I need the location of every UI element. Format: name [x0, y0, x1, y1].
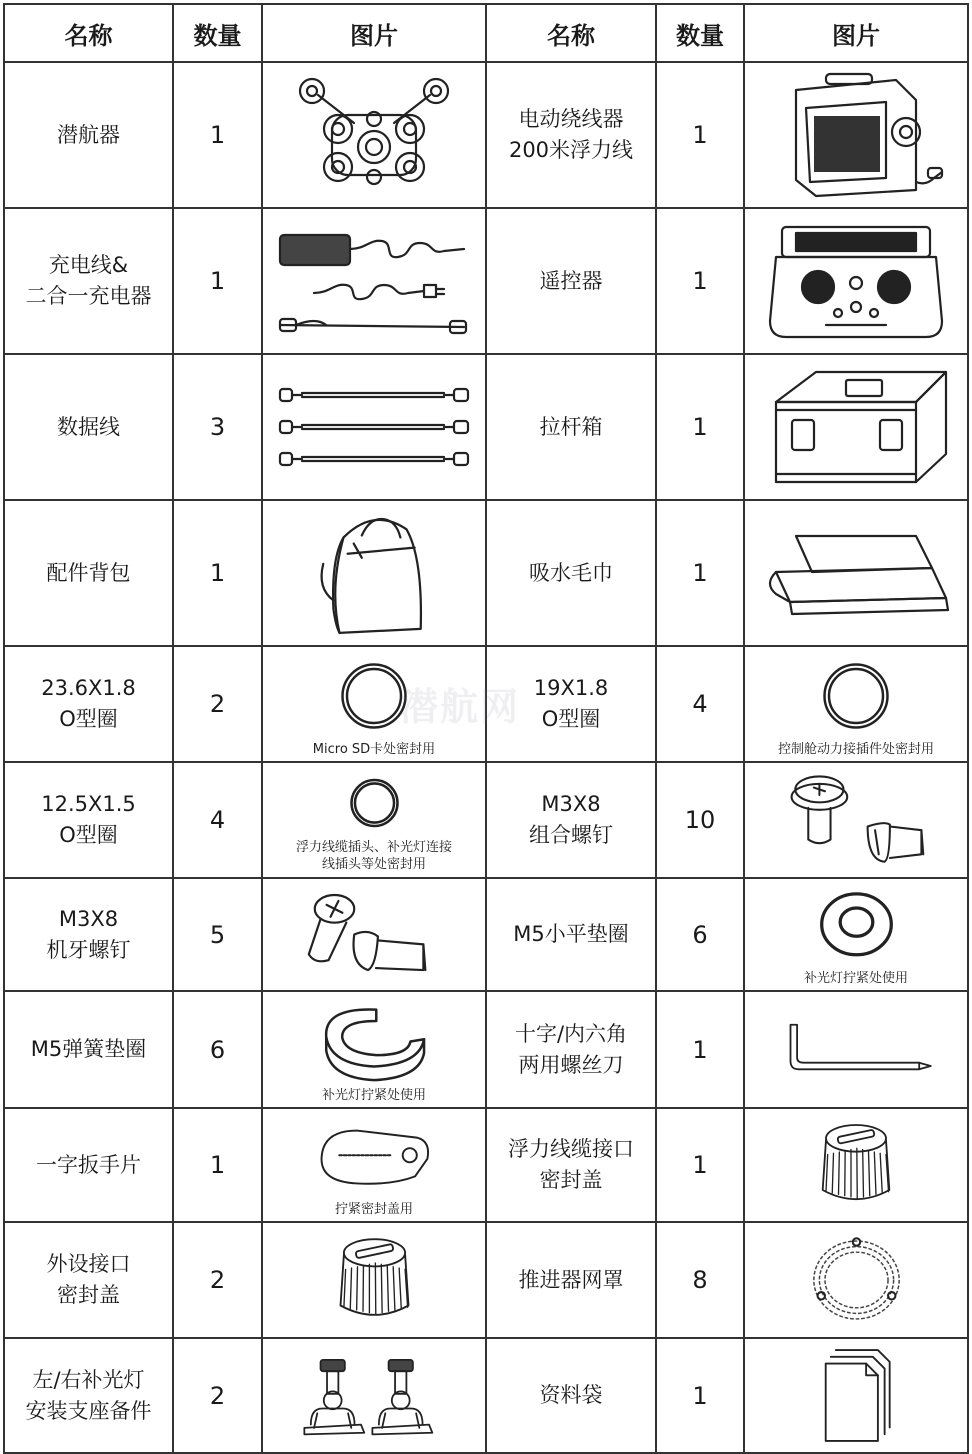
item-name-line: M3X8	[541, 792, 601, 816]
item-name-line: 推进器网罩	[518, 1267, 624, 1292]
item-name-line: 安装支座备件	[25, 1398, 152, 1423]
item-picture-cell	[744, 62, 968, 208]
item-picture-cell	[744, 500, 968, 646]
item-quantity: 4	[173, 762, 262, 878]
item-picture-cell	[744, 208, 968, 354]
item-name-cell	[4, 354, 173, 500]
item-picture-cell	[262, 762, 486, 878]
item-name-cell	[4, 1338, 173, 1453]
header-name-left: 名称	[4, 4, 173, 62]
table-row	[4, 62, 968, 208]
item-picture-cell	[744, 646, 968, 762]
item-usage-note: 补光灯拧紧处使用	[803, 970, 908, 986]
item-name-line: O型圈	[541, 707, 601, 731]
watermark: 潜航网	[400, 685, 521, 729]
item-quantity: 1	[656, 991, 744, 1108]
item-quantity: 1	[656, 62, 744, 208]
item-quantity: 1	[656, 500, 744, 646]
table-row	[4, 878, 968, 991]
item-name-cell	[486, 991, 656, 1108]
item-name-cell	[4, 991, 173, 1108]
item-quantity: 6	[173, 991, 262, 1108]
item-name-line: 电动绕线器	[518, 107, 624, 131]
item-quantity: 1	[173, 62, 262, 208]
item-quantity: 2	[173, 1338, 262, 1453]
item-quantity: 3	[173, 354, 262, 500]
item-name-line: 吸水毛巾	[529, 560, 613, 585]
item-name-cell	[4, 1222, 173, 1338]
item-picture-cell	[262, 208, 486, 354]
wrench-plate-icon	[263, 1113, 485, 1201]
header-name-right: 名称	[486, 4, 656, 62]
item-picture-cell	[744, 1108, 968, 1222]
towel-icon	[745, 507, 967, 639]
item-quantity: 2	[173, 1222, 262, 1338]
table-row	[4, 354, 968, 500]
header-image-left: 图片	[262, 4, 486, 62]
item-quantity: 5	[173, 878, 262, 991]
packing-list-table	[3, 3, 969, 1454]
knurled-cap-icon	[263, 1229, 485, 1331]
item-quantity: 1	[173, 208, 262, 354]
item-picture-cell	[744, 762, 968, 878]
item-name-line: O型圈	[59, 823, 118, 847]
combo-screw-icon	[745, 769, 967, 871]
item-quantity: 2	[173, 646, 262, 762]
header-qty-left: 数量	[173, 4, 262, 62]
item-name-cell	[4, 646, 173, 762]
item-name-line: 潜航器	[57, 122, 120, 147]
charger-icon	[263, 215, 485, 347]
item-name-cell	[4, 878, 173, 991]
item-quantity: 4	[656, 646, 744, 762]
backpack-icon	[263, 507, 485, 639]
item-name-line: 一字扳手片	[36, 1152, 141, 1177]
flat-washer-icon	[745, 883, 967, 970]
item-usage-note: 拧紧密封盖用	[334, 1201, 413, 1217]
item-name-line: 外设接口	[46, 1252, 131, 1276]
o-ring-icon	[263, 651, 485, 741]
item-name-cell	[4, 500, 173, 646]
cable-reel-icon	[745, 69, 967, 201]
item-picture-cell	[744, 354, 968, 500]
item-picture-cell	[744, 991, 968, 1108]
item-name-line: 十字/内六角	[514, 1021, 628, 1046]
item-quantity: 1	[656, 1108, 744, 1222]
item-usage-note: 控制舱动力接插件处密封用	[777, 741, 934, 757]
item-name-cell	[486, 500, 656, 646]
item-name-line: M5弹簧垫圈	[30, 1037, 147, 1061]
item-quantity: 1	[656, 1338, 744, 1453]
data-cable-icon	[263, 361, 485, 493]
item-name-cell	[486, 878, 656, 991]
item-name-line: 遥控器	[539, 268, 603, 293]
item-name-line: 二合一充电器	[25, 284, 152, 308]
header-qty-right: 数量	[656, 4, 744, 62]
item-name-line: 浮力线缆接口	[508, 1137, 634, 1161]
item-name-line: 200米浮力线	[508, 138, 634, 162]
table-row	[4, 208, 968, 354]
item-usage-note: Micro SD卡处密封用	[312, 741, 436, 757]
knurled-cap-icon	[745, 1115, 967, 1215]
item-picture-cell	[744, 1338, 968, 1453]
item-name-line: 密封盖	[539, 1168, 603, 1192]
item-name-line: 组合螺钉	[529, 823, 613, 847]
document-bag-icon	[745, 1345, 967, 1446]
thruster-guard-icon	[745, 1229, 967, 1331]
spring-washer-icon	[263, 996, 485, 1087]
item-quantity: 10	[656, 762, 744, 878]
item-picture-cell	[744, 1222, 968, 1338]
item-name-cell	[4, 762, 173, 878]
hex-key-icon	[745, 998, 967, 1101]
item-name-line: 左/右补光灯	[32, 1367, 145, 1392]
item-name-cell	[486, 762, 656, 878]
item-usage-note: 补光灯拧紧处使用	[321, 1087, 426, 1103]
item-name-line: M5小平垫圈	[513, 922, 629, 946]
item-quantity: 1	[656, 354, 744, 500]
item-picture-cell	[262, 646, 486, 762]
item-picture-cell	[262, 991, 486, 1108]
item-name-line: 充电线&	[48, 253, 129, 277]
small-o-ring-icon	[263, 767, 485, 839]
o-ring-icon	[745, 651, 967, 741]
item-name-line: 两用螺丝刀	[518, 1052, 624, 1077]
remote-controller-icon	[745, 215, 967, 347]
item-name-line: M3X8	[58, 906, 119, 931]
table-row	[4, 646, 968, 762]
item-name-cell	[486, 1108, 656, 1222]
item-name-cell	[486, 354, 656, 500]
item-name-cell	[4, 62, 173, 208]
item-usage-note: 线插头等处密封用	[321, 857, 426, 872]
item-picture-cell	[744, 878, 968, 991]
item-name-cell	[4, 208, 173, 354]
item-name-line: 机牙螺钉	[46, 937, 131, 962]
item-quantity: 8	[656, 1222, 744, 1338]
item-name-line: 拉杆箱	[539, 414, 603, 439]
table-row	[4, 991, 968, 1108]
item-picture-cell	[262, 62, 486, 208]
item-name-cell	[4, 1108, 173, 1222]
item-quantity: 1	[173, 500, 262, 646]
item-picture-cell	[262, 500, 486, 646]
item-name-line: 23.6X1.8	[41, 676, 136, 700]
drone-icon	[263, 69, 485, 201]
item-picture-cell	[262, 1222, 486, 1338]
item-name-cell	[486, 646, 656, 762]
item-name-cell	[486, 1338, 656, 1453]
table-row	[4, 500, 968, 646]
item-picture-cell	[262, 354, 486, 500]
item-picture-cell	[262, 1108, 486, 1222]
item-quantity: 1	[173, 1108, 262, 1222]
item-name-cell	[486, 208, 656, 354]
item-quantity: 6	[656, 878, 744, 991]
table-row	[4, 1108, 968, 1222]
header-image-right: 图片	[744, 4, 968, 62]
item-name-cell	[486, 1222, 656, 1338]
item-name-line: O型圈	[59, 707, 118, 731]
item-name-cell	[486, 62, 656, 208]
item-name-line: 资料袋	[539, 1383, 603, 1407]
table-row	[4, 1338, 968, 1453]
item-name-line: 密封盖	[57, 1283, 120, 1307]
table-row	[4, 1222, 968, 1338]
item-picture-cell	[262, 878, 486, 991]
table-row	[4, 762, 968, 878]
item-picture-cell	[262, 1338, 486, 1453]
light-mount-icon	[263, 1345, 485, 1446]
header-row	[4, 4, 968, 62]
item-name-line: 12.5X1.5	[41, 792, 136, 816]
item-name-line: 配件背包	[46, 560, 131, 585]
item-quantity: 1	[656, 208, 744, 354]
item-usage-note: 浮力线缆插头、补光灯连接	[295, 840, 452, 855]
machine-screw-icon	[263, 885, 485, 984]
item-name-line: 数据线	[57, 414, 120, 439]
item-name-line: 19X1.8	[533, 676, 609, 700]
trolley-case-icon	[745, 361, 967, 493]
